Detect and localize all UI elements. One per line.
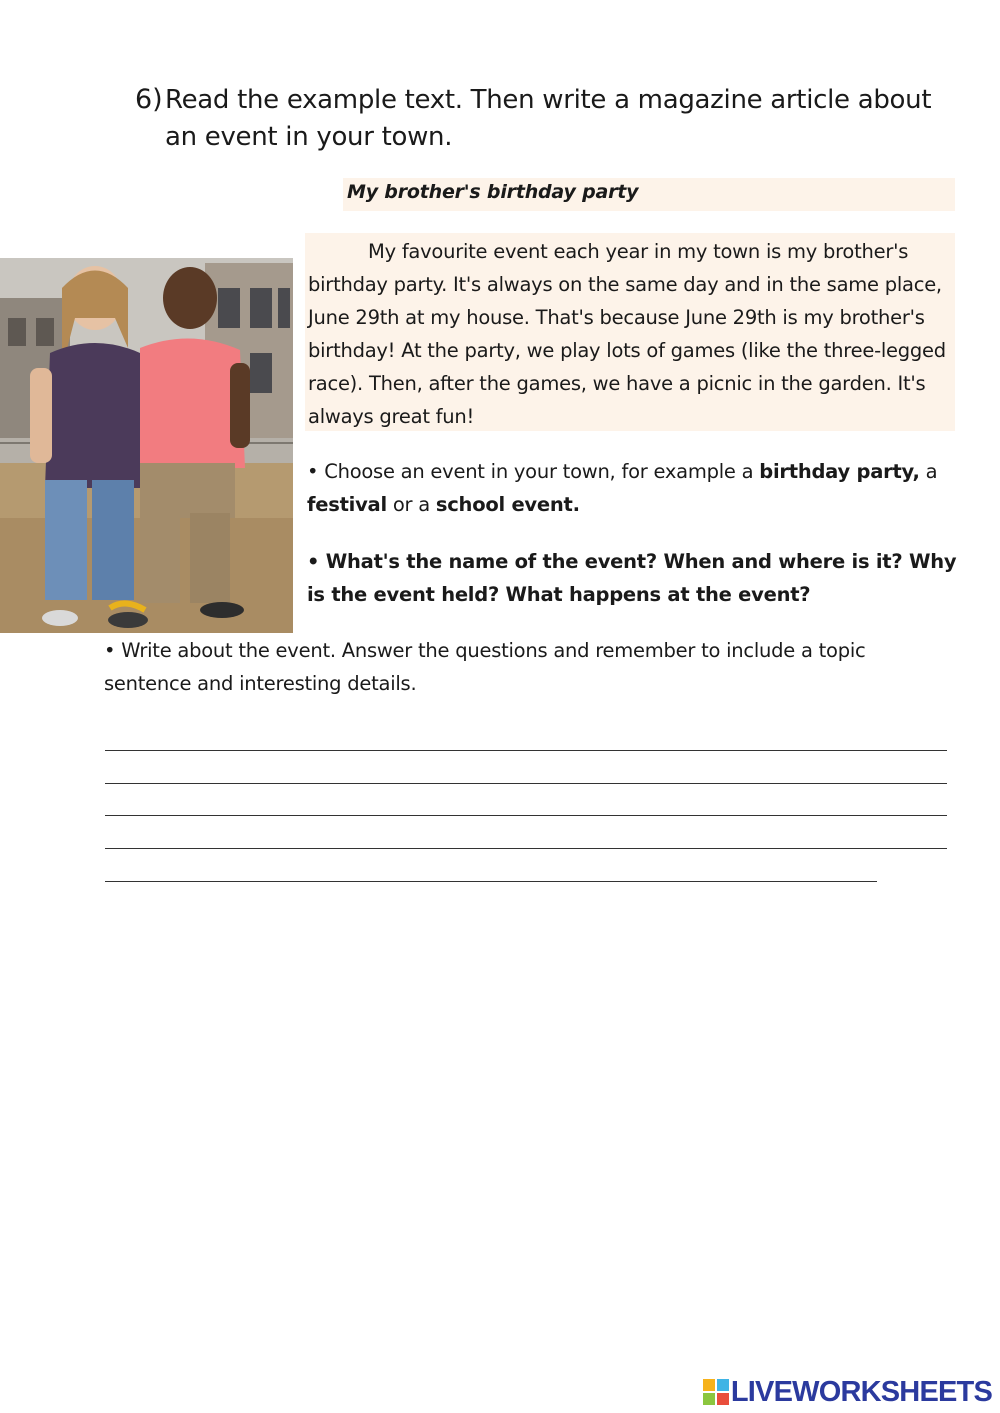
instruction-bullet-questions xyxy=(307,545,957,611)
option-birthday-party: birthday party, xyxy=(759,460,920,483)
example-paragraph: My favourite event each year in my town is my brother's birthday party. It's always on the same day and in the same place, June 29th at my house. That's because June 29th is my brother's birthday! At the party, we play lots of games (like the three-legged race). Then, after the games, we have a picnic in the garden. It's always great fun! xyxy=(308,240,946,428)
connector-text: a xyxy=(919,460,938,483)
question-number: 6) xyxy=(135,84,163,115)
example-title: My brother's birthday party xyxy=(347,181,639,203)
writing-line[interactable] xyxy=(105,881,877,882)
children-three-legged-race-photo xyxy=(0,258,293,633)
bullet-symbol: • xyxy=(104,639,116,662)
bullet-symbol: • xyxy=(307,460,319,483)
connector-text: or a xyxy=(386,493,436,516)
example-text-box xyxy=(305,233,955,431)
writing-line[interactable] xyxy=(105,783,947,784)
liveworksheets-brand xyxy=(703,1374,992,1410)
liveworksheets-logo-icon xyxy=(703,1379,729,1405)
writing-line[interactable] xyxy=(105,750,947,751)
instruction-bullet-choose-event xyxy=(307,455,957,521)
writing-line[interactable] xyxy=(105,848,947,849)
option-school-event: school event. xyxy=(435,493,580,516)
children-photo xyxy=(0,258,293,633)
bullet-symbol: • xyxy=(307,550,320,573)
option-festival: festival xyxy=(307,493,387,516)
question-instruction: Read the example text. Then write a magazine article about an event in your town. xyxy=(165,85,932,152)
writing-line[interactable] xyxy=(105,815,947,816)
bullet-text: Choose an event in your town, for example a xyxy=(324,460,760,483)
instruction-bullet-write xyxy=(104,634,954,700)
liveworksheets-wordmark: LIVEWORKSHEETS xyxy=(730,1375,992,1408)
bullet-text: Write about the event. Answer the questions and remember to include a topic sentence and interesting details. xyxy=(104,639,866,695)
example-title-bar xyxy=(343,178,955,211)
bullet-text: What's the name of the event? When and where is it? Why is the event held? What happens at the event? xyxy=(307,550,957,606)
